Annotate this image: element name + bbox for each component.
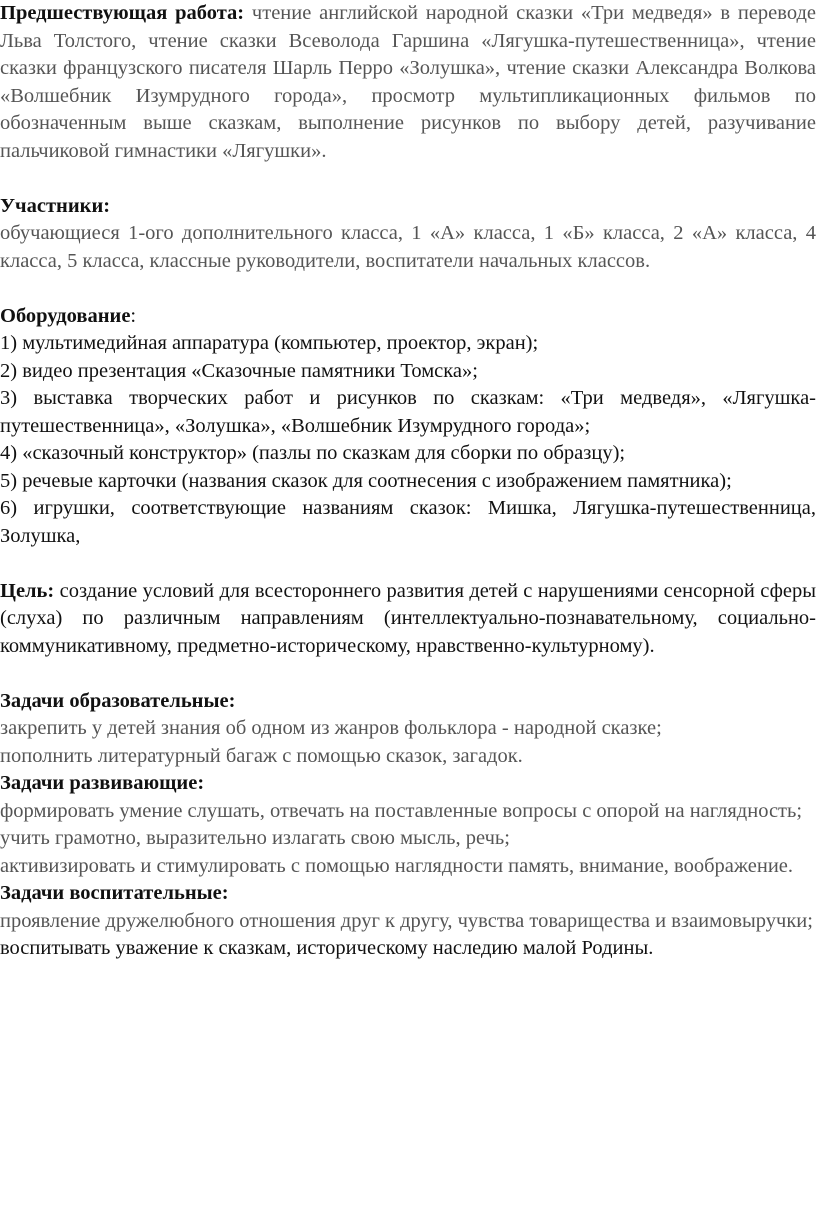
tasks-upbringing-heading: Задачи воспитательные: [0,882,229,904]
tasks-upbringing-item-1: проявление дружелюбного отношения друг к другу, чувства товарищества и взаимовыручки; [0,909,813,932]
prior-work-paragraph [0,0,816,165]
goal-paragraph [0,578,816,661]
equipment-item-3: 3) выставка творческих работ и рисунков по сказкам: «Три медведя», «Лягушка-путешественница», «Золушка», «Волшебник Изумрудного города»; [0,387,816,437]
participants-heading: Участники: [0,194,111,217]
equipment-item-4: 4) «сказочный конструктор» (пазлы по сказкам для сборки по образцу); [0,442,626,464]
tasks-developmental-item-2: учить грамотно, выразительно излагать свою мысль, речь; [0,827,510,849]
tasks-developmental-heading: Задачи развивающие: [0,772,205,794]
tasks-educational-heading: Задачи образовательные: [0,689,236,712]
equipment-heading: Оборудование: [0,304,137,327]
goal-text: создание условий для всестороннего развития детей с нарушениями сенсорной сферы (слуха) по различным направлениям (интеллектуально-познавательному, социально-коммуникативному, предметно-историческому, нравственно-культурному). [0,579,816,657]
goal-heading: Цель: [0,579,55,602]
prior-work-text: чтение английской народной сказки «Три медведя» в переводе Льва Толстого, чтение сказки Всеволода Гаршина «Лягушка-путешественница», чтение сказки французского писателя Шарль Перро «Золушка», чтение сказки Александра Волкова «Волшебник Изумрудного города», просмотр мультипликационных фильмов по обозначенным выше сказкам, выполнение рисунков по выбору детей, разучивание пальчиковой гимнастики «Лягушки». [0,2,816,162]
equipment-item-2: 2) видео презентация «Сказочные памятники Томска»; [0,359,478,382]
tasks-developmental-item-1: формировать умение слушать, отвечать на поставленные вопросы с опорой на наглядность; [0,799,803,822]
participants-text: обучающиеся 1-ого дополнительного класса, 1 «А» класса, 1 «Б» класса, 2 «А» класса, 4 класса, 5 класса, классные руководители, воспитатели начальных классов. [0,222,816,272]
tasks-educational-item-1: закрепить у детей знания об одном из жанров фольклора - народной сказке; [0,717,662,739]
tasks-educational-item-2: пополнить литературный багаж с помощью сказок, загадок. [0,744,523,767]
prior-work-heading: Предшествующая работа: [0,2,245,24]
equipment-item-6: 6) игрушки, соответствующие названиям сказок: Мишка, Лягушка-путешественница, Золушка, [0,497,816,547]
equipment-item-5: 5) речевые карточки (названия сказок для соотнесения с изображением памятника); [0,469,732,492]
equipment-item-1: 1) мультимедийная аппаратура (компьютер, проектор, экран); [0,332,539,354]
tasks-upbringing-item-2: воспитывать уважение к сказкам, историческому наследию малой Родины. [0,937,654,959]
tasks-developmental-item-3: активизировать и стимулировать с помощью наглядности память, внимание, воображение. [0,854,794,877]
